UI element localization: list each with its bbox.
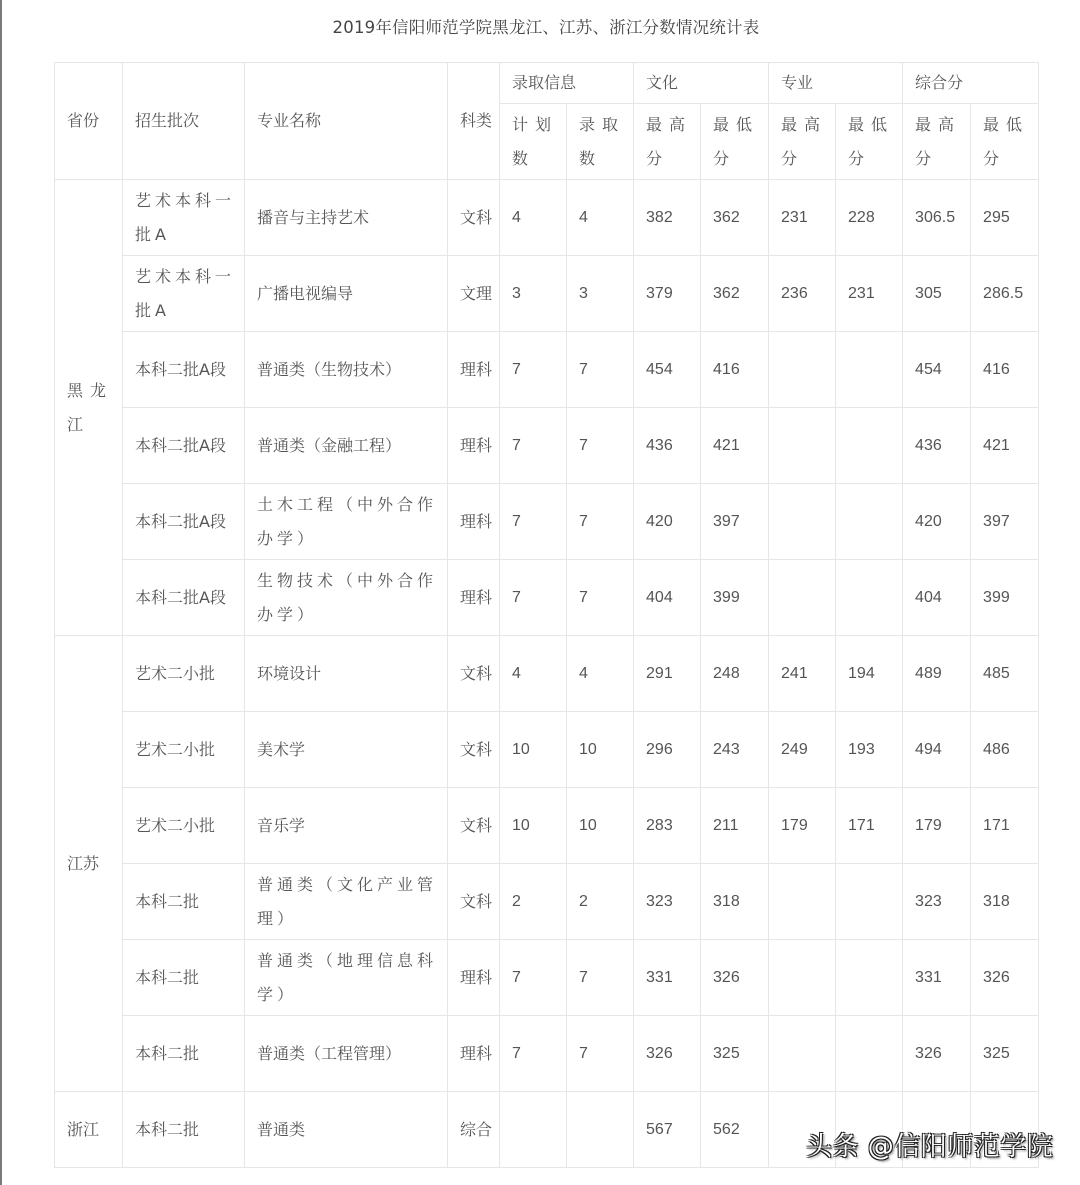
table-row: [55, 484, 1039, 560]
batch-cell: 本科二批: [123, 1092, 245, 1168]
batch-cell: 本科二批A段: [123, 560, 245, 636]
table-row: [55, 636, 1039, 712]
culture-min-cell: 416: [701, 332, 769, 408]
culture-max-cell: 420: [634, 484, 701, 560]
culture-max-cell: 283: [634, 788, 701, 864]
comp-min-cell: 399: [971, 560, 1039, 636]
comp-max-cell: 436: [903, 408, 971, 484]
prof-min-cell: 194: [836, 636, 903, 712]
province-cell: 浙江: [55, 1092, 123, 1168]
table-row: [55, 940, 1039, 1016]
prof-max-cell: 179: [769, 788, 836, 864]
type-cell: 文科: [448, 636, 500, 712]
comp-min-cell: 485: [971, 636, 1039, 712]
admitted-cell: 7: [567, 1016, 634, 1092]
comp-min-cell: 486: [971, 712, 1039, 788]
prof-min-cell: [836, 864, 903, 940]
major-cell: 美术学: [245, 712, 448, 788]
major-cell: 普通类（金融工程）: [245, 408, 448, 484]
table-row: [55, 864, 1039, 940]
comp-max-cell: 306.5: [903, 180, 971, 256]
culture-max-cell: 331: [634, 940, 701, 1016]
type-cell: 理科: [448, 484, 500, 560]
table-row: [55, 256, 1039, 332]
admitted-cell: 7: [567, 332, 634, 408]
admitted-cell: 7: [567, 940, 634, 1016]
type-cell: 理科: [448, 940, 500, 1016]
province-cell: 黑龙江: [55, 180, 123, 636]
comp-min-cell: 318: [971, 864, 1039, 940]
type-cell: 理科: [448, 408, 500, 484]
prof-min-cell: 171: [836, 788, 903, 864]
admitted-cell: 7: [567, 408, 634, 484]
comp-max-cell: 420: [903, 484, 971, 560]
header-admitted-count: 录取数: [567, 104, 634, 180]
comp-max-cell: 305: [903, 256, 971, 332]
culture-max-cell: 567: [634, 1092, 701, 1168]
admitted-cell: 4: [567, 636, 634, 712]
major-cell: 音乐学: [245, 788, 448, 864]
prof-max-cell: 249: [769, 712, 836, 788]
plan-cell: 2: [500, 864, 567, 940]
prof-min-cell: 193: [836, 712, 903, 788]
major-cell: 环境设计: [245, 636, 448, 712]
score-table: [54, 62, 1039, 1168]
batch-cell: 艺术二小批: [123, 636, 245, 712]
page-title: 2019年信阳师范学院黑龙江、江苏、浙江分数情况统计表: [332, 18, 760, 37]
prof-max-cell: [769, 408, 836, 484]
plan-cell: 10: [500, 788, 567, 864]
comp-min-cell: 286.5: [971, 256, 1039, 332]
prof-min-cell: [836, 1016, 903, 1092]
header-prof-max: 最高分: [769, 104, 836, 180]
culture-max-cell: 436: [634, 408, 701, 484]
header-comp-max: 最高分: [903, 104, 971, 180]
prof-max-cell: [769, 940, 836, 1016]
table-row: [55, 1016, 1039, 1092]
major-cell: 普通类（生物技术）: [245, 332, 448, 408]
prof-max-cell: [769, 332, 836, 408]
major-cell: 普通类: [245, 1092, 448, 1168]
batch-cell: 艺术本科一批A: [123, 180, 245, 256]
prof-min-cell: [836, 408, 903, 484]
culture-max-cell: 291: [634, 636, 701, 712]
header-culture-max: 最高分: [634, 104, 701, 180]
culture-min-cell: 243: [701, 712, 769, 788]
prof-min-cell: [836, 560, 903, 636]
comp-max-cell: 326: [903, 1016, 971, 1092]
table-row: [55, 332, 1039, 408]
prof-max-cell: [769, 560, 836, 636]
culture-min-cell: 397: [701, 484, 769, 560]
type-cell: 文科: [448, 864, 500, 940]
major-cell: 生物技术（中外合作办学）: [245, 560, 448, 636]
culture-min-cell: 362: [701, 180, 769, 256]
major-cell: 播音与主持艺术: [245, 180, 448, 256]
plan-cell: 10: [500, 712, 567, 788]
type-cell: 文理: [448, 256, 500, 332]
admitted-cell: [567, 1092, 634, 1168]
prof-max-cell: [769, 1016, 836, 1092]
left-edge-border: [0, 0, 2, 1185]
admitted-cell: 2: [567, 864, 634, 940]
prof-max-cell: 236: [769, 256, 836, 332]
culture-min-cell: 562: [701, 1092, 769, 1168]
culture-max-cell: 454: [634, 332, 701, 408]
culture-min-cell: 421: [701, 408, 769, 484]
prof-min-cell: [836, 484, 903, 560]
prof-min-cell: 228: [836, 180, 903, 256]
comp-min-cell: 295: [971, 180, 1039, 256]
comp-max-cell: 331: [903, 940, 971, 1016]
comp-min-cell: 171: [971, 788, 1039, 864]
plan-cell: 7: [500, 1016, 567, 1092]
admitted-cell: 10: [567, 712, 634, 788]
batch-cell: 本科二批A段: [123, 484, 245, 560]
major-cell: 土木工程（中外合作办学）: [245, 484, 448, 560]
admitted-cell: 10: [567, 788, 634, 864]
header-admission-info: 录取信息: [500, 63, 634, 104]
plan-cell: 3: [500, 256, 567, 332]
prof-max-cell: [769, 484, 836, 560]
batch-cell: 艺术二小批: [123, 712, 245, 788]
batch-cell: 本科二批A段: [123, 408, 245, 484]
batch-cell: 艺术二小批: [123, 788, 245, 864]
type-cell: 文科: [448, 788, 500, 864]
admitted-cell: 3: [567, 256, 634, 332]
culture-min-cell: 326: [701, 940, 769, 1016]
batch-cell: 本科二批A段: [123, 332, 245, 408]
type-cell: 理科: [448, 1016, 500, 1092]
plan-cell: 4: [500, 636, 567, 712]
plan-cell: 7: [500, 408, 567, 484]
comp-min-cell: 416: [971, 332, 1039, 408]
culture-max-cell: 326: [634, 1016, 701, 1092]
culture-min-cell: 211: [701, 788, 769, 864]
province-cell: 江苏: [55, 636, 123, 1092]
culture-min-cell: 399: [701, 560, 769, 636]
plan-cell: 7: [500, 560, 567, 636]
header-prof-min: 最低分: [836, 104, 903, 180]
plan-cell: 7: [500, 940, 567, 1016]
culture-max-cell: 404: [634, 560, 701, 636]
plan-cell: [500, 1092, 567, 1168]
culture-min-cell: 362: [701, 256, 769, 332]
culture-max-cell: 323: [634, 864, 701, 940]
header-major: 专业名称: [245, 63, 448, 180]
culture-max-cell: 296: [634, 712, 701, 788]
type-cell: 理科: [448, 332, 500, 408]
table-row: [55, 180, 1039, 256]
major-cell: 普通类（地理信息科学）: [245, 940, 448, 1016]
comp-min-cell: 397: [971, 484, 1039, 560]
comp-max-cell: 179: [903, 788, 971, 864]
prof-max-cell: 231: [769, 180, 836, 256]
comp-min-cell: 326: [971, 940, 1039, 1016]
batch-cell: 本科二批: [123, 940, 245, 1016]
header-plan-count: 计划数: [500, 104, 567, 180]
type-cell: 文科: [448, 712, 500, 788]
comp-max-cell: 489: [903, 636, 971, 712]
type-cell: 文科: [448, 180, 500, 256]
table-row: [55, 408, 1039, 484]
comp-min-cell: 325: [971, 1016, 1039, 1092]
header-comp-min: 最低分: [971, 104, 1039, 180]
culture-min-cell: 248: [701, 636, 769, 712]
prof-min-cell: 231: [836, 256, 903, 332]
header-culture: 文化: [634, 63, 769, 104]
prof-min-cell: [836, 332, 903, 408]
header-subject-type: 科类: [448, 63, 500, 180]
prof-max-cell: [769, 864, 836, 940]
type-cell: 综合: [448, 1092, 500, 1168]
batch-cell: 本科二批: [123, 864, 245, 940]
major-cell: 普通类（工程管理）: [245, 1016, 448, 1092]
table-row: [55, 712, 1039, 788]
admitted-cell: 4: [567, 180, 634, 256]
plan-cell: 7: [500, 332, 567, 408]
admitted-cell: 7: [567, 484, 634, 560]
major-cell: 广播电视编导: [245, 256, 448, 332]
table-row: [55, 788, 1039, 864]
header-batch: 招生批次: [123, 63, 245, 180]
comp-max-cell: 494: [903, 712, 971, 788]
watermark: 头条 @信阳师范学院: [806, 1132, 1054, 1162]
comp-max-cell: 404: [903, 560, 971, 636]
major-cell: 普通类（文化产业管理）: [245, 864, 448, 940]
plan-cell: 7: [500, 484, 567, 560]
header-professional: 专业: [769, 63, 903, 104]
prof-max-cell: 241: [769, 636, 836, 712]
batch-cell: 本科二批: [123, 1016, 245, 1092]
comp-max-cell: 323: [903, 864, 971, 940]
culture-min-cell: 325: [701, 1016, 769, 1092]
header-composite: 综合分: [903, 63, 1039, 104]
table-row: [55, 560, 1039, 636]
culture-max-cell: 382: [634, 180, 701, 256]
batch-cell: 艺术本科一批A: [123, 256, 245, 332]
header-province: 省份: [55, 63, 123, 180]
plan-cell: 4: [500, 180, 567, 256]
comp-max-cell: 454: [903, 332, 971, 408]
prof-min-cell: [836, 940, 903, 1016]
header-culture-min: 最低分: [701, 104, 769, 180]
type-cell: 理科: [448, 560, 500, 636]
admitted-cell: 7: [567, 560, 634, 636]
comp-min-cell: 421: [971, 408, 1039, 484]
culture-max-cell: 379: [634, 256, 701, 332]
culture-min-cell: 318: [701, 864, 769, 940]
